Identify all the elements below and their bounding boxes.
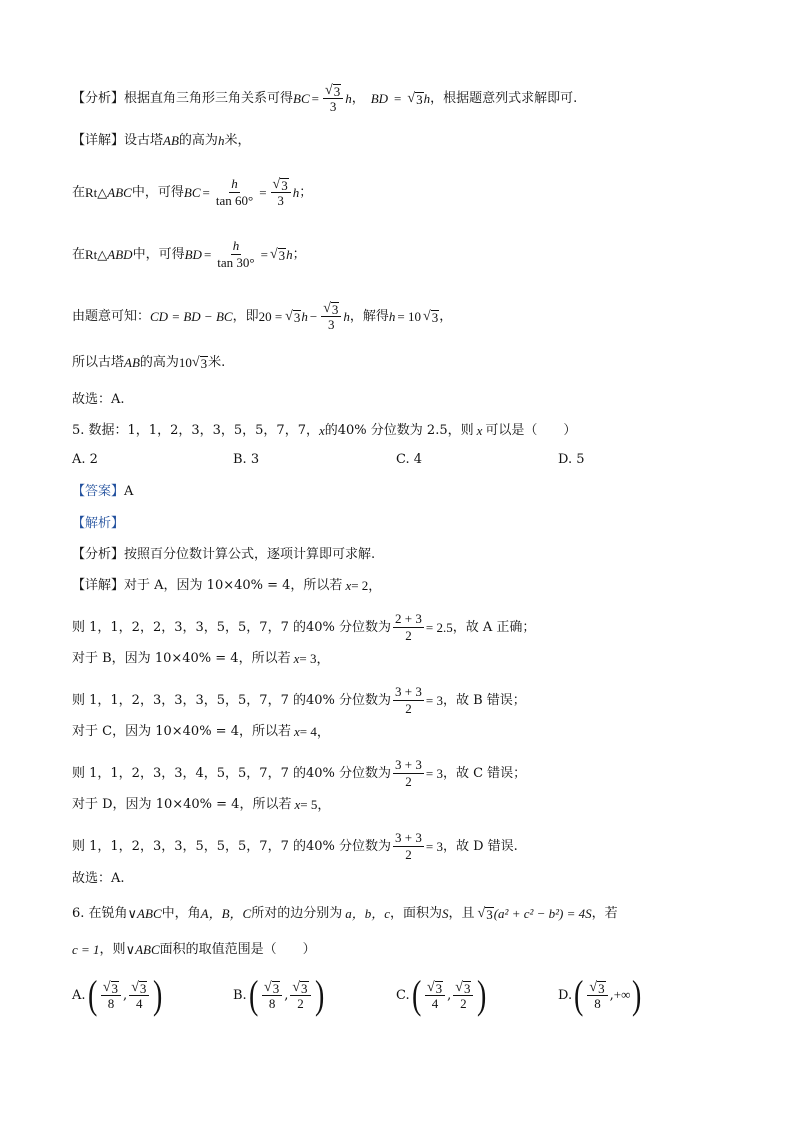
frac-den: 8 (594, 995, 601, 1011)
detail-line-1 (72, 131, 250, 151)
frac-den: 3 (329, 99, 337, 114)
left-paren: ( (574, 972, 584, 1017)
math-cd-expr: CD = BD − BC (150, 308, 233, 324)
row-verdict: ，故 A 正确； (452, 619, 536, 635)
option-frac-1: √ 3 8 (101, 979, 121, 1012)
math-10: 10 (178, 355, 192, 370)
math-20: 20 = (258, 308, 283, 324)
math-eq: = (394, 90, 402, 106)
answer-value: A (124, 484, 134, 499)
sqrt-radicand: 3 (139, 980, 147, 996)
math-ab: AB (163, 133, 179, 148)
math-eq: = (203, 246, 212, 262)
q6-text: 中，角 (161, 906, 201, 921)
math-rt-triangle: Rt△ (85, 184, 108, 200)
math-expression: (a² + c² − b²) = 4S (493, 906, 592, 921)
infinity: +∞ (613, 987, 631, 1002)
math-s: S (442, 906, 449, 921)
sqrt-radicand: 3 (200, 356, 208, 371)
frac-den: 2 (297, 995, 304, 1011)
row-frac (393, 611, 424, 644)
frac-den: 2 (405, 628, 412, 643)
math-eq: = (259, 184, 267, 200)
option-frac-1: √ 3 4 (425, 979, 445, 1012)
frac-h-over-tan30 (215, 238, 256, 271)
math-x: x (294, 797, 301, 812)
question-6-stem-2 (72, 940, 316, 960)
text: 由题意可知： (72, 308, 151, 324)
sqrt-radicand: 3 (431, 309, 439, 325)
punct: ， (439, 308, 453, 324)
sqrt-radicand: 3 (435, 980, 443, 996)
sqrt-radicand: 3 (278, 247, 286, 263)
frac-sqrt3-over-3: √ 3 3 (271, 176, 291, 209)
math-h: h (217, 133, 225, 148)
q5-option-b: B. 3 (233, 452, 260, 467)
q5-stem-text: 可以是（ ） (485, 423, 577, 438)
punct: ； (292, 246, 306, 262)
q5-option-a: A. 2 (72, 452, 98, 467)
option-frac-2: √ 3 2 (290, 979, 310, 1012)
sqrt-radicand: 3 (598, 980, 605, 996)
math-bd: BD (370, 90, 389, 106)
frac-den: 8 (107, 995, 115, 1011)
q6-text: 面积的取值范围是（ ） (159, 942, 316, 957)
sqrt-radicand: 3 (293, 309, 301, 325)
math-eq: = (202, 184, 210, 200)
math-x: x (293, 651, 300, 666)
math-x: x (345, 578, 352, 593)
sqrt-radicand: 3 (272, 980, 280, 996)
left-paren: ( (248, 972, 259, 1017)
row-verdict: ，故 D 错误. (442, 838, 518, 854)
q6-option-d: D. ( √ 3 8 , +∞ ) (558, 972, 642, 1017)
text: 米. (208, 355, 226, 370)
math-value: = 3， (299, 651, 330, 666)
q6-option-b: B. ( √ 3 8 , √ 3 2 ) (233, 972, 324, 1017)
text: 的高为 (139, 355, 179, 370)
frac-num: 2 + 3 (395, 611, 422, 626)
q5-option-d: D. 5 (558, 452, 585, 467)
q6-text: ，且 (448, 906, 475, 921)
math-ab: AB (124, 355, 140, 370)
row-verdict: ，故 B 错误； (442, 692, 526, 708)
analysis-tag: 【分析】 (72, 90, 125, 106)
frac-den: 4 (136, 995, 143, 1011)
sqrt-radicand: 3 (486, 907, 493, 922)
detail-text: 米， (224, 133, 251, 148)
frac-den: 2 (460, 995, 467, 1011)
sqrt-radicand: 3 (301, 980, 308, 996)
right-paren: ) (153, 972, 163, 1017)
punct: ； (299, 184, 313, 200)
math-rt-triangle: Rt△ (85, 246, 108, 262)
analysis-text: 按照百分位数计算公式，逐项计算即可求解. (124, 547, 376, 562)
row-for-b (72, 649, 329, 669)
q6-text: ，若 (591, 906, 618, 921)
frac-den: 2 (405, 701, 412, 716)
row-pre: 对于 B，因为 10×40% = 4，所以若 (72, 651, 291, 666)
math-abc: ABC (107, 184, 132, 200)
option-frac-1: √ 3 8 (262, 979, 282, 1012)
math-sides: a，b，c (345, 906, 390, 921)
answer-line (72, 482, 133, 502)
question-6-stem-1: 6. 在锐角 ∨ABC 中，角 A，B，C 所对的边分别为 a，b，c ，面积为 S ，且 √ 3 (a² + c² − b²) = 4S ，若 (72, 906, 618, 922)
row-for-c (72, 722, 330, 742)
math-h: h (345, 90, 352, 106)
frac-num: 3 + 3 (395, 684, 422, 699)
math-c-value: c = 1 (72, 942, 100, 957)
math-x: x (293, 724, 300, 739)
right-paren: ) (314, 972, 324, 1017)
frac-den: 4 (431, 995, 439, 1011)
row-pre: 对于 D，因为 10×40% = 4，所以若 (72, 797, 292, 812)
cd-equation-line: 由题意可知： CD = BD − BC ，即 20 = √ 3 h − √ 3 3 h ，解得 h = 10 √ 3 ， (72, 301, 453, 332)
math-bc: BC (183, 184, 201, 200)
q5-stem-text: 的40% 分位数为 2.5，则 (324, 423, 474, 438)
sqrt-radicand: 3 (416, 91, 423, 107)
answer-tag: 【答案】 (72, 484, 125, 499)
math-h: h (301, 308, 308, 324)
detail-text: 设古塔 (124, 133, 164, 148)
q5-option-c: C. 4 (396, 452, 423, 467)
conclusion-line: 所以古塔 AB 的高为 10 √ 3 米. (72, 355, 226, 371)
analysis-line-2 (72, 545, 375, 565)
text: 中，可得 (132, 246, 185, 262)
math-h: h (388, 308, 396, 324)
math-h: h (292, 184, 300, 200)
sqrt-radicand: 3 (111, 980, 119, 996)
row-percentile-d (72, 830, 518, 863)
row-for-d (72, 795, 330, 815)
choice-line-1: 故选：A. (72, 392, 125, 407)
option-frac-2: √ 3 4 (129, 979, 149, 1012)
detail-text: 对于 A，因为 10×40% = 4，所以若 (124, 578, 343, 593)
option-label: B. (233, 987, 247, 1003)
math-value: = 5， (300, 797, 331, 812)
option-frac-1: √ 3 8 (587, 979, 607, 1012)
row-frac (393, 830, 424, 863)
option-label: C. (396, 987, 410, 1003)
row-percentile-c (72, 757, 526, 790)
math-value: = 2， (351, 578, 382, 593)
frac-sqrt3-over-3: √ 3 3 (323, 82, 343, 115)
option-label: A. (72, 987, 86, 1003)
analysis-text: 根据直角三角形三角关系可得 (124, 90, 294, 106)
math-eq: = (311, 90, 319, 106)
math-eq: = (260, 246, 268, 262)
row-frac (393, 757, 424, 790)
row-verdict: ，故 C 错误； (442, 765, 527, 781)
math-triangle: ∨ABC (127, 906, 162, 921)
math-h: h (343, 308, 350, 324)
text: ，解得 (349, 308, 389, 324)
frac-den: 3 (328, 317, 335, 332)
row-pre: 对于 C，因为 10×40% = 4，所以若 (72, 724, 291, 739)
detail-tag: 【详解】 (72, 133, 125, 148)
analysis-text: ，根据题意列式求解即可. (430, 90, 578, 106)
math-eq: = 10 (397, 308, 421, 324)
row-seq: 则 1，1，2，3，3，4，5，5，7，7 的40% 分位数为 (72, 765, 392, 781)
text: 所以古塔 (72, 355, 125, 370)
choice-line-2: 故选：A. (72, 871, 125, 886)
frac-den: 2 (405, 774, 412, 789)
row-result: = 3 (425, 692, 443, 708)
text: 在 (72, 246, 86, 262)
sqrt-radicand: 3 (281, 178, 288, 193)
option-label: D. (558, 987, 573, 1003)
row-seq: 则 1，1，2，3，3，5，5，5，7，7 的40% 分位数为 (72, 838, 392, 854)
math-bc: BC (293, 90, 310, 106)
row-frac (393, 684, 424, 717)
sqrt-radicand: 3 (463, 980, 471, 996)
math-x: x (476, 423, 483, 438)
text: ，即 (232, 308, 259, 324)
rt-abc-line (72, 176, 312, 209)
math-h: h (423, 90, 431, 106)
row-seq: 则 1，1，2，2，3，3，5，5，7，7 的40% 分位数为 (72, 619, 392, 635)
frac-sqrt3-over-3: √ 3 3 (321, 300, 341, 333)
math-value: = 4， (299, 724, 330, 739)
q6-text: 所对的边分别为 (251, 906, 343, 921)
frac-h-over-tan60 (214, 176, 255, 209)
q6-option-a: A. ( √ 3 8 , √ 3 4 ) (72, 972, 163, 1017)
q6-text: ，面积为 (390, 906, 443, 921)
frac-num: h (231, 176, 238, 191)
math-angles: A，B，C (200, 906, 252, 921)
frac-num: 3 + 3 (395, 830, 422, 845)
explain-tag: 【解析】 (72, 516, 125, 531)
math-triangle: ∨ABC (125, 942, 160, 957)
analysis-line-1: 【分析】 根据直角三角形三角关系可得 BC = √ 3 3 h ， BD = √ 3 h ，根据题意列式求解即可. (72, 83, 578, 114)
question-5-stem (72, 421, 576, 441)
q5-stem-text: 5. 数据：1，1，2，3，3，5，5，7，7， (72, 423, 319, 438)
row-result: = 3 (425, 838, 443, 854)
left-paren: ( (87, 972, 97, 1017)
q6-option-c: C. ( √ 3 4 , √ 3 2 ) (396, 972, 487, 1017)
row-percentile-b (72, 684, 526, 717)
frac-den: 8 (268, 995, 276, 1011)
option-frac-2: √ 3 2 (453, 979, 473, 1012)
right-paren: ) (477, 972, 487, 1017)
analysis-tag: 【分析】 (72, 547, 125, 562)
row-result: = 2.5 (425, 619, 453, 635)
math-bd: BD (184, 246, 202, 262)
frac-den: 3 (277, 193, 284, 208)
q6-text: ，则 (99, 942, 126, 957)
frac-den: tan 60° (215, 193, 254, 208)
detail-line-2 (72, 576, 381, 596)
math-x: x (318, 423, 325, 438)
frac-den: 2 (405, 847, 412, 862)
comma: ， (351, 90, 365, 106)
left-paren: ( (411, 972, 421, 1017)
frac-num: 3 + 3 (395, 757, 422, 772)
text: 在 (72, 184, 86, 200)
text: 中，可得 (131, 184, 184, 200)
row-seq: 则 1，1，2，3，3，3，5，5，7，7 的40% 分位数为 (72, 692, 392, 708)
rt-abd-line: 在 Rt△ ABD 中，可得 BD = $\frac{h}{\tan 30^\circ}$ = √ 3 h ； (72, 238, 306, 270)
frac-den: tan 30° (217, 255, 255, 270)
row-percentile-a (72, 611, 535, 644)
q6-text: 6. 在锐角 (72, 906, 128, 921)
row-result: = 3 (425, 765, 443, 781)
detail-tag: 【详解】 (72, 578, 125, 593)
detail-text: 的高为 (178, 133, 218, 148)
sqrt-radicand: 3 (333, 84, 341, 99)
right-paren: ) (632, 972, 642, 1017)
math-abd: ABD (107, 246, 133, 262)
math-h: h (286, 246, 293, 262)
math-minus: − (309, 308, 318, 324)
frac-num: h (232, 238, 240, 253)
sqrt-radicand: 3 (331, 302, 339, 317)
